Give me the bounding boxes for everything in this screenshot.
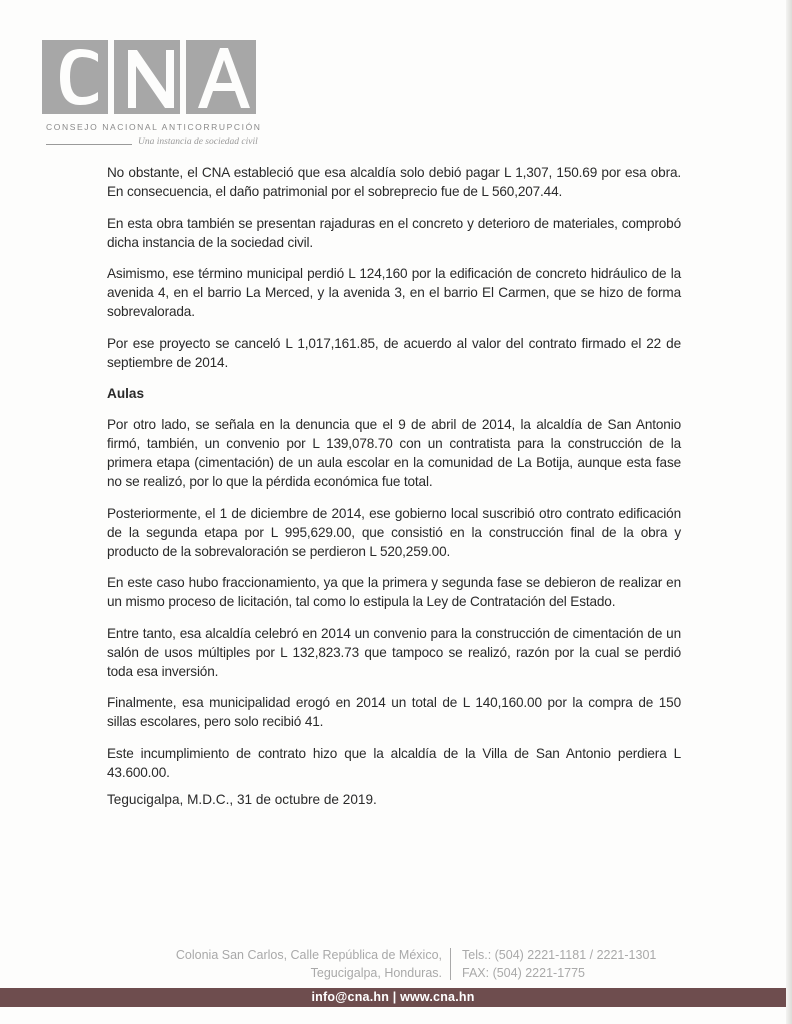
paragraph: Entre tanto, esa alcaldía celebró en 2014 un convenio para la construcción de cimentación de un salón de usos múltiples por L 132,823.73 que tampoco se realizó, razón por la cual se perdió toda esa inversión.: [107, 625, 681, 679]
paragraph: Este incumplimiento de contrato hizo que la alcaldía de la Villa de San Antonio perdiera L 43.600.00.: [107, 745, 681, 780]
paragraph: No obstante, el CNA estableció que esa alcaldía solo debió pagar L 1,307, 150.69 por esa obra. En consecuencia, el daño patrimonial por el sobreprecio fue de L 560,207.44.: [107, 165, 681, 199]
address-line: Colonia San Carlos, Calle República de México,: [175, 948, 442, 962]
paragraph: Por ese proyecto se canceló L 1,017,161.85, de acuerdo al valor del contrato firmado el 22 de septiembre de 2014.: [107, 335, 681, 370]
tagline-rule: [46, 144, 132, 145]
footer-phones: [462, 946, 682, 982]
document-body: [107, 163, 681, 794]
paragraph: En este caso hubo fraccionamiento, ya que la primera y segunda fase se debieron de realizar en un mismo proceso de licitación, tal como lo estipula la Ley de Contratación del Estado.: [107, 575, 681, 609]
fax-line: FAX: (504) 2221-1775: [462, 966, 585, 980]
paragraph: Por otro lado, se señala en la denuncia que el 9 de abril de 2014, la alcaldía de San Antonio firmó, también, un convenio por L 139,078.70 con un contratista para la construcción de la primera etapa (cimentación) de un aula escolar en la comunidad de La Botija, aunque esta fase no se realizó, por lo que la pérdida económica fue total.: [107, 417, 681, 489]
paragraph: Finalmente, esa municipalidad erogó en 2014 un total de L 140,160.00 por la compra de 150 sillas escolares, pero solo recibió 41.: [107, 695, 681, 729]
page-edge-shadow: [786, 0, 792, 1024]
logo-tagline: Una instancia de sociedad civil: [138, 137, 258, 147]
section-heading: Aulas: [107, 386, 145, 401]
signoff-date: Tegucigalpa, M.D.C., 31 de octubre de 2019.: [107, 792, 377, 807]
phone-line: Tels.: (504) 2221-1181 / 2221-1301: [462, 948, 657, 962]
paragraph: Posteriormente, el 1 de diciembre de 2014, ese gobierno local suscribió otro contrato edificación de la segunda etapa por L 995,629.00, que consistió en la construcción final de la obra y producto de la sobrevaloración se perdieron L 520,259.00.: [107, 505, 681, 559]
council-name: CONSEJO NACIONAL ANTICORRUPCIÓN: [46, 122, 262, 132]
cna-logo-mark: [42, 40, 260, 116]
footer-divider: [450, 948, 451, 980]
footer-contact-bar: info@cna.hn | www.cna.hn: [0, 988, 786, 1007]
paragraph: En esta obra también se presentan rajaduras en el concreto y deterioro de materiales, comprobó dicha instancia de la sociedad civil.: [107, 215, 681, 250]
paragraph: Asimismo, ese término municipal perdió L 124,160 por la edificación de concreto hidráulico de la avenida 4, en el barrio La Merced, y la avenida 3, en el barrio El Carmen, que se hizo de forma sobrevalorada.: [107, 266, 681, 319]
footer-address: [150, 946, 442, 982]
address-line: Tegucigalpa, Honduras.: [310, 966, 442, 980]
